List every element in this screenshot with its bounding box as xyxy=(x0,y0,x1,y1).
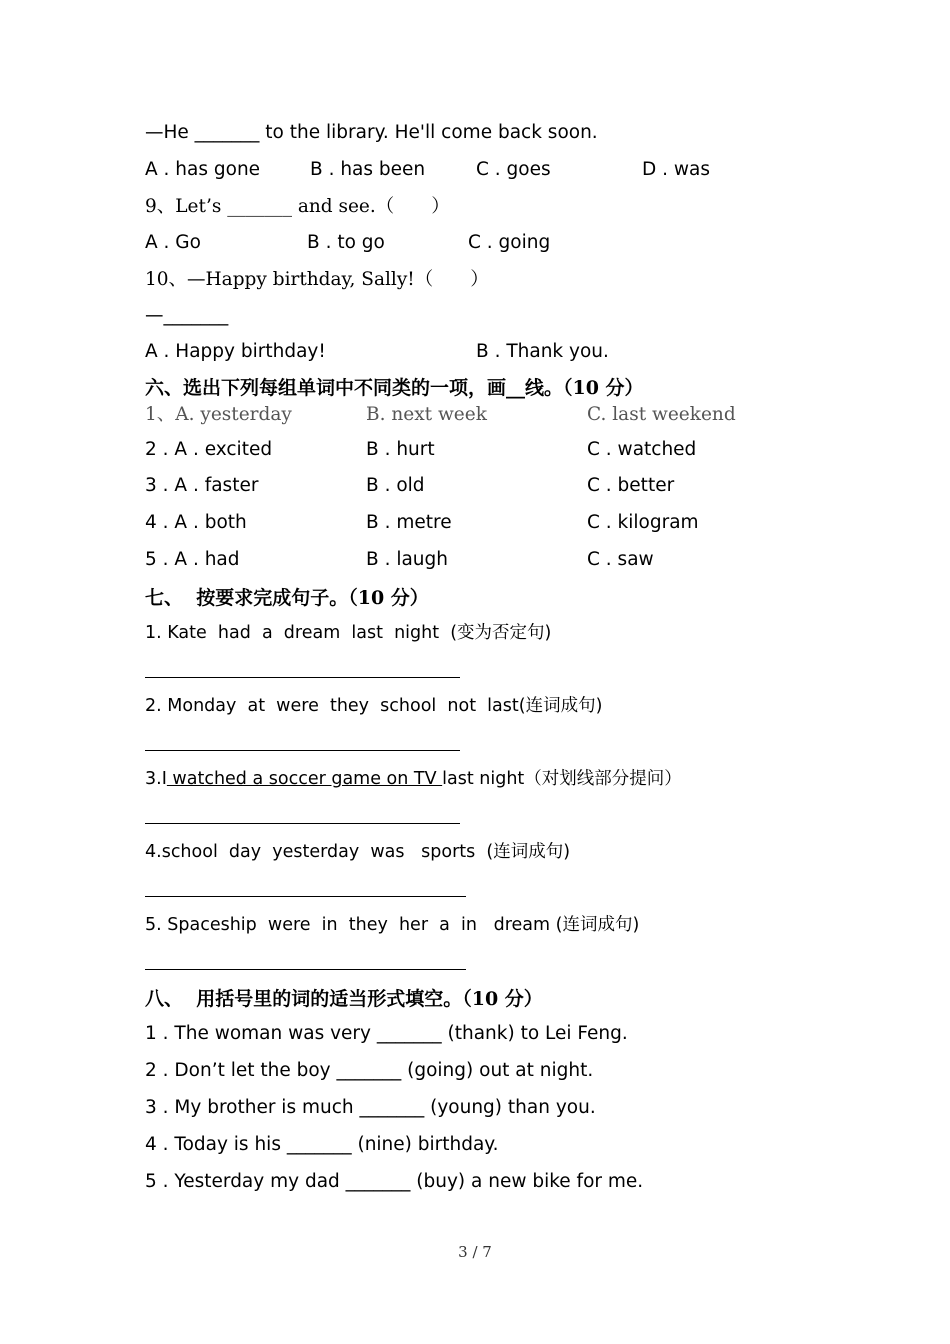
q10-line: 10、—Happy birthday, Sally!（ ） xyxy=(145,269,489,290)
s8-item4: 4 . Today is his _______ (nine) birthday. xyxy=(145,1134,499,1155)
s6-row4-b: B . metre xyxy=(366,512,452,533)
q8-option-a: A . has gone xyxy=(145,159,261,180)
q8-option-d: D . was xyxy=(642,159,710,180)
s6-row4-c: C . kilogram xyxy=(587,512,699,533)
s6-row3-c: C . better xyxy=(587,475,675,496)
s6-row2-b: B . hurt xyxy=(366,439,435,460)
s6-row1-b: B. next week xyxy=(366,404,487,425)
s7-item3-underlined: watched a soccer game on TV xyxy=(166,769,443,789)
s6-row2-c: C . watched xyxy=(587,439,697,460)
s8-item2: 2 . Don’t let the boy _______ (going) out at night. xyxy=(145,1060,594,1081)
s6-row5-c: C . saw xyxy=(587,549,654,570)
s6-row3-a: 3 . A . faster xyxy=(145,475,259,496)
s7-item3 xyxy=(145,767,682,791)
s6-row1-a: 1、A. yesterday xyxy=(145,404,292,425)
s7-answer-line-3 xyxy=(145,823,460,824)
q9-option-a: A . Go xyxy=(145,232,201,253)
s8-item3: 3 . My brother is much _______ (young) than you. xyxy=(145,1097,596,1118)
s7-item1: 1. Kate had a dream last night (变为否定句) xyxy=(145,623,552,643)
q8-line: —He _______ to the library. He'll come back soon. xyxy=(145,122,598,143)
section7-title: 七、 按要求完成句子。（10 分） xyxy=(145,587,429,609)
s7-answer-line-4 xyxy=(145,896,466,897)
q9-line: 9、Let’s _______ and see.（ ） xyxy=(145,196,450,217)
q8-option-b: B . has been xyxy=(310,159,426,180)
section6-title: 六、选出下列每组单词中不同类的一项，画__线。（10 分） xyxy=(145,377,644,399)
q8-option-c: C . goes xyxy=(476,159,551,180)
s6-row5-a: 5 . A . had xyxy=(145,549,240,570)
q9-option-c: C . going xyxy=(468,232,551,253)
q9-option-b: B . to go xyxy=(307,232,385,253)
s7-answer-line-2 xyxy=(145,750,460,751)
section8-title: 八、 用括号里的词的适当形式填空。（10 分） xyxy=(145,988,543,1010)
s8-item5: 5 . Yesterday my dad _______ (buy) a new bike for me. xyxy=(145,1171,644,1192)
s6-row2-a: 2 . A . excited xyxy=(145,439,273,460)
s6-row4-a: 4 . A . both xyxy=(145,512,247,533)
q10-option-a: A . Happy birthday! xyxy=(145,341,326,362)
s7-answer-line-1 xyxy=(145,677,460,678)
s7-answer-line-5 xyxy=(145,969,466,970)
s6-row3-b: B . old xyxy=(366,475,425,496)
s6-row1-c: C. last weekend xyxy=(587,404,736,425)
s7-item5: 5. Spaceship were in they her a in dream (连词成句) xyxy=(145,915,640,935)
s8-item1: 1 . The woman was very _______ (thank) to Lei Feng. xyxy=(145,1023,628,1044)
page-number: 3 / 7 xyxy=(458,1243,492,1261)
q10-option-b: B . Thank you. xyxy=(476,341,609,362)
s7-item4: 4.school day yesterday was sports (连词成句) xyxy=(145,842,571,862)
s7-item3-prefix: 3.I xyxy=(145,769,167,789)
s7-item3-suffix: last night（对划线部分提问） xyxy=(442,769,682,789)
s6-row5-b: B . laugh xyxy=(366,549,449,570)
s7-item2: 2. Monday at were they school not last(连词成句) xyxy=(145,696,603,716)
q10-answer-line: —_______ xyxy=(145,305,229,326)
